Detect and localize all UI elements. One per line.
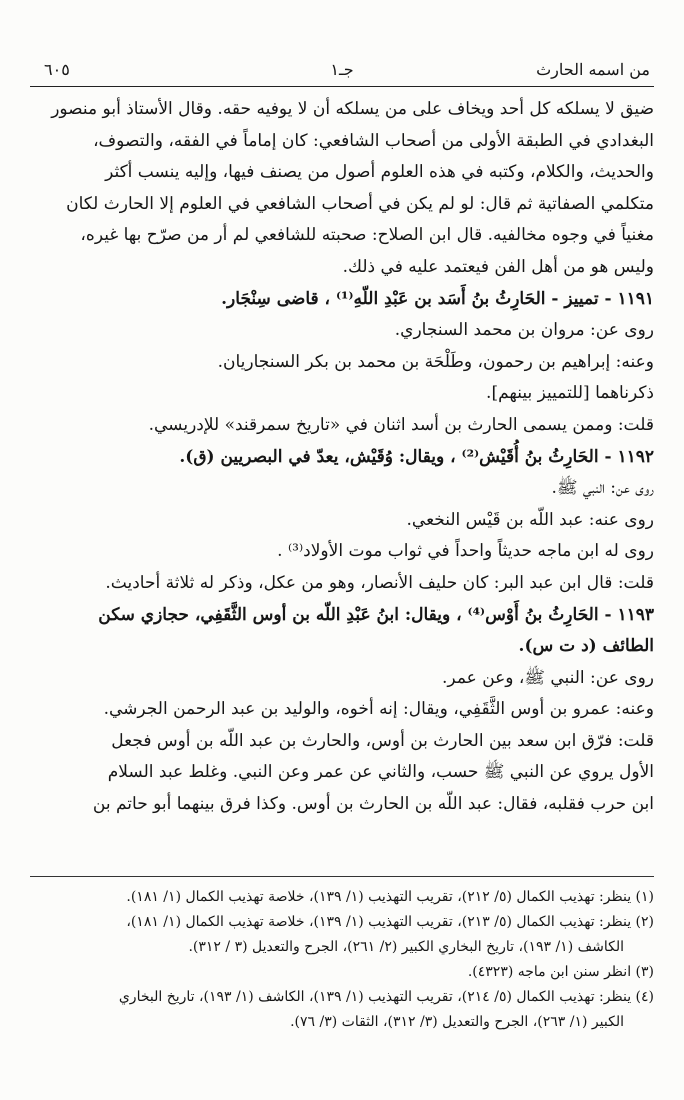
entry-heading-1192: ١١٩٢ - الحَارِثُ بنُ أُقَيْش⁽²⁾ ، ويقال: وُقَيْش، يعدّ في البصريين (ق). (179, 446, 654, 467)
footnote-4: (٤) ينظر: تهذيب الكمال (٥/ ٢١٤)، تقريب التهذيب (١/ ١٣٩)، الكاشف (١/ ١٩٣)، تاريخ البخاري (118, 989, 654, 1005)
text-line: وعنه: إبراهيم بن رحمون، وطَلْحَة بن محمد بن بكر السنجاريان. (217, 351, 654, 372)
running-title: من اسمه الحارث (536, 60, 650, 79)
text-line: وعنه: عمرو بن أوس الثَّقَفِي، ويقال: إنه أخوه، والوليد بن عبد الرحمن الجرشي. (103, 699, 654, 720)
footnote-3: (٣) انظر سنن ابن ماجه (٤٣٢٣). (467, 964, 654, 980)
volume-label: جـ١ (330, 60, 354, 79)
text-line: ضيق لا يسلكه كل أحد ويخاف على من يسلكه أن لا يوفيه حقه. وقال الأستاذ أبو منصور (51, 99, 654, 119)
text-line: الأول يروي عن النبي ﷺ حسب، والثاني عن عمر وعن النبي. وغلط عبد السلام (107, 762, 654, 783)
text-line: البغدادي في الطبقة الأولى من أصحاب الشافعي: كان إماماً في الفقه، والتصوف، (93, 130, 654, 151)
text-line: مغنياً في وجوه مخالفيه. قال ابن الصلاح: صحبته للشافعي لم أر من صرّح بها غيره، (80, 225, 654, 246)
footnote-4-cont: الكبير (١/ ٢٦٣)، الجرح والتعديل (٣/ ٣١٢)، الثقات (٣/ ٧٦). (290, 1014, 624, 1030)
text-line: متكلمي الصفاتية ثم قال: لو لم يكن في أصحاب الشافعي في العلوم إلا الحارث لكان (66, 193, 654, 214)
footnote-2-cont: الكاشف (١/ ١٩٣)، تاريخ البخاري الكبير (٢/ ٢٦١)، الجرح والتعديل (٣ / ٣١٢). (188, 939, 624, 955)
text-line: وليس هو من أهل الفن فيعتمد عليه في ذلك. (342, 256, 654, 277)
page-header (30, 56, 654, 87)
footnote-2: (٢) ينظر: تهذيب الكمال (٥/ ٢١٣)، تقريب التهذيب (١/ ١٣٩)، خلاصة تهذيب الكمال (١/ ١٨١)، (126, 914, 654, 930)
text-line: قلت: قال ابن عبد البر: كان حليف الأنصار، وهو من عكل، وذكر له ثلاثة أحاديث. (105, 572, 654, 593)
footnotes (30, 876, 654, 1035)
text-line: روى له ابن ماجه حديثاً واحداً في ثواب موت الأولاد⁽³⁾ . (277, 541, 654, 562)
text-line: والحديث، والكلام، وكتبه في هذه العلوم أصول من يصنف فيها، وإليه ينسب أكثر (105, 162, 654, 183)
footnote-1: (١) ينظر: تهذيب الكمال (٥/ ٢١٢)، تقريب التهذيب (١/ ١٣٩)، خلاصة تهذيب الكمال (١/ ١٨١). (126, 889, 654, 905)
page-number: ٦٠٥ (44, 60, 70, 79)
entry-heading-1191: ١١٩١ - تمييز - الحَارِثُ بنُ أَسَد بن عَبْدِ اللّهِ⁽¹⁾ ، قاضى سِنْجَار. (221, 288, 654, 309)
text-line: ذكرناهما [للتمييز بينهم]. (486, 383, 654, 404)
main-text (30, 94, 654, 821)
text-line: روى عن: مروان بن محمد السنجاري. (394, 320, 654, 341)
entry-heading-1193-cont: الطائف (د ت س). (518, 636, 654, 657)
text-line: ابن حرب فقلبه، فقال: عبد اللّه بن الحارث بن أوس. وكذا فرق بينهما أبو حاتم بن (92, 794, 654, 815)
text-line: قلت: وممن يسمى الحارث بن أسد اثنان في «تاريخ سمرقند» للإدريسي. (148, 414, 654, 435)
text-line: روى عن: النبي ﷺ. (551, 478, 654, 499)
text-line: قلت: فرّق ابن سعد بين الحارث بن أوس، والحارث بن عبد اللّه بن أوس فجعل (111, 730, 654, 751)
text-line: روى عن: النبي ﷺ، وعن عمر. (442, 667, 654, 688)
text-line: روى عنه: عبد اللّه بن قَيْس النخعي. (406, 509, 654, 530)
entry-heading-1193: ١١٩٣ - الحَارِثُ بنُ أَوْس⁽⁴⁾ ، ويقال: ابنُ عَبْدِ اللّه بن أوس الثَّقَفِي، حجازي سكن (98, 604, 654, 625)
